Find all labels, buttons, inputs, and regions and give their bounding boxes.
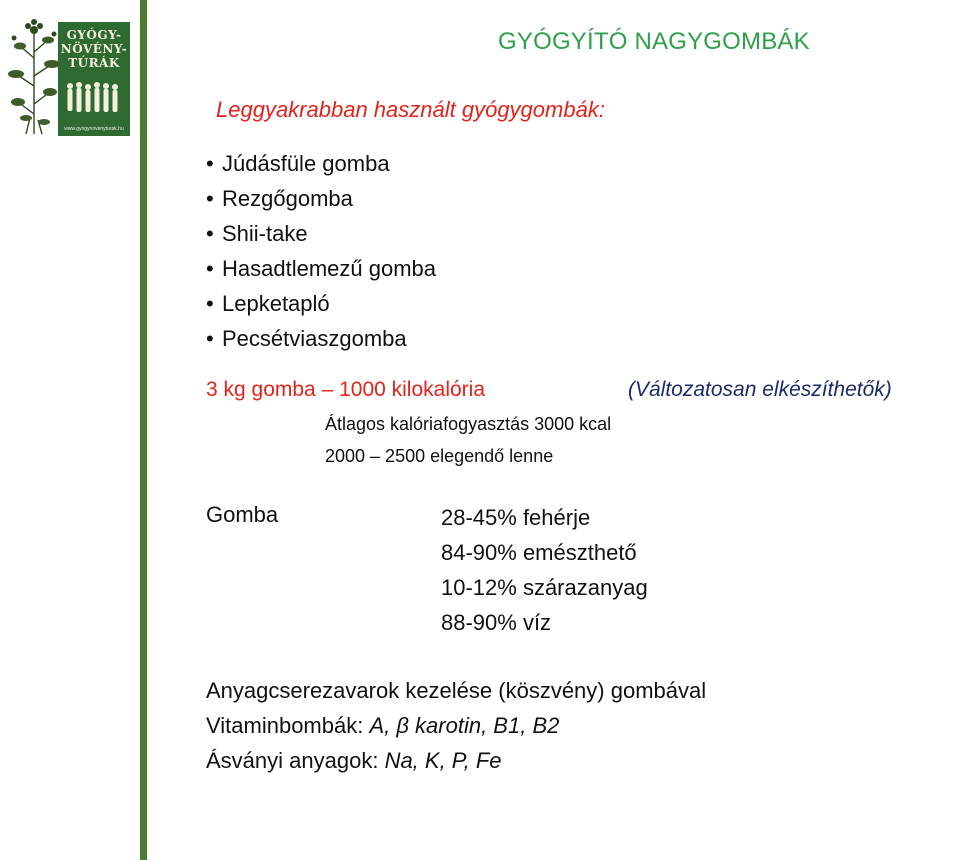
- bullet-icon: •: [206, 291, 214, 316]
- herb-plant-illustration: [4, 14, 62, 136]
- slide-subtitle: Leggyakrabban használt gyógygombák:: [216, 97, 605, 122]
- composition-item: 28-45% fehérje: [441, 505, 591, 530]
- hikers-silhouette-icon: [64, 80, 124, 116]
- composition-label: Gomba: [206, 502, 279, 527]
- list-item: [206, 181, 436, 216]
- composition-item: 10-12% szárazanyag: [441, 575, 648, 600]
- vitamins-value: A, β karotin, B1, B2: [369, 713, 560, 738]
- gout-treatment-text: Anyagcserezavarok kezelése (köszvény) gombával: [206, 678, 707, 703]
- logo-text-line: NÖVÉNY-: [60, 42, 128, 56]
- logo-badge: [58, 22, 130, 136]
- composition-item: 88-90% víz: [441, 610, 552, 635]
- average-intake-text: Átlagos kalóriafogyasztás 3000 kcal: [325, 414, 612, 434]
- logo-url: www.gyogynovenyturak.hu: [64, 126, 124, 132]
- composition-item: 84-90% emészthető: [441, 540, 637, 565]
- bullet-icon: •: [206, 151, 214, 176]
- mushroom-list: [206, 146, 436, 356]
- calorie-headline: 3 kg gomba – 1000 kilokalória: [206, 378, 486, 401]
- bullet-icon: •: [206, 186, 214, 211]
- list-item-label: Júdásfüle gomba: [222, 151, 390, 176]
- sufficient-intake-text: 2000 – 2500 elegendő lenne: [325, 446, 554, 466]
- minerals-label: Ásványi anyagok:: [206, 748, 379, 773]
- composition-list: [441, 500, 648, 640]
- list-item: [206, 146, 436, 181]
- logo: [4, 14, 130, 136]
- list-item-label: Lepketapló: [222, 291, 330, 316]
- vitamins-label: Vitaminbombák:: [206, 713, 364, 738]
- bullet-icon: •: [206, 221, 214, 246]
- bullet-icon: •: [206, 326, 214, 351]
- list-item-label: Pecsétviaszgomba: [222, 326, 407, 351]
- preparation-note: (Változatosan elkészíthetők): [628, 378, 892, 401]
- vertical-divider: [140, 0, 147, 860]
- list-item: [206, 251, 436, 286]
- minerals-line: [206, 748, 502, 774]
- list-item-label: Shii-take: [222, 221, 308, 246]
- logo-text-line: TÚRÁK: [68, 56, 120, 70]
- slide-title: GYÓGYÍTÓ NAGYGOMBÁK: [498, 28, 810, 55]
- logo-text-line: GYÓGY-: [66, 28, 122, 42]
- bullet-icon: •: [206, 256, 214, 281]
- list-item-label: Rezgőgomba: [222, 186, 353, 211]
- list-item-label: Hasadtlemezű gomba: [222, 256, 437, 281]
- vitamins-line: [206, 713, 559, 739]
- list-item: [206, 286, 436, 321]
- minerals-value: Na, K, P, Fe: [384, 748, 502, 773]
- list-item: [206, 216, 436, 251]
- list-item: [206, 321, 436, 356]
